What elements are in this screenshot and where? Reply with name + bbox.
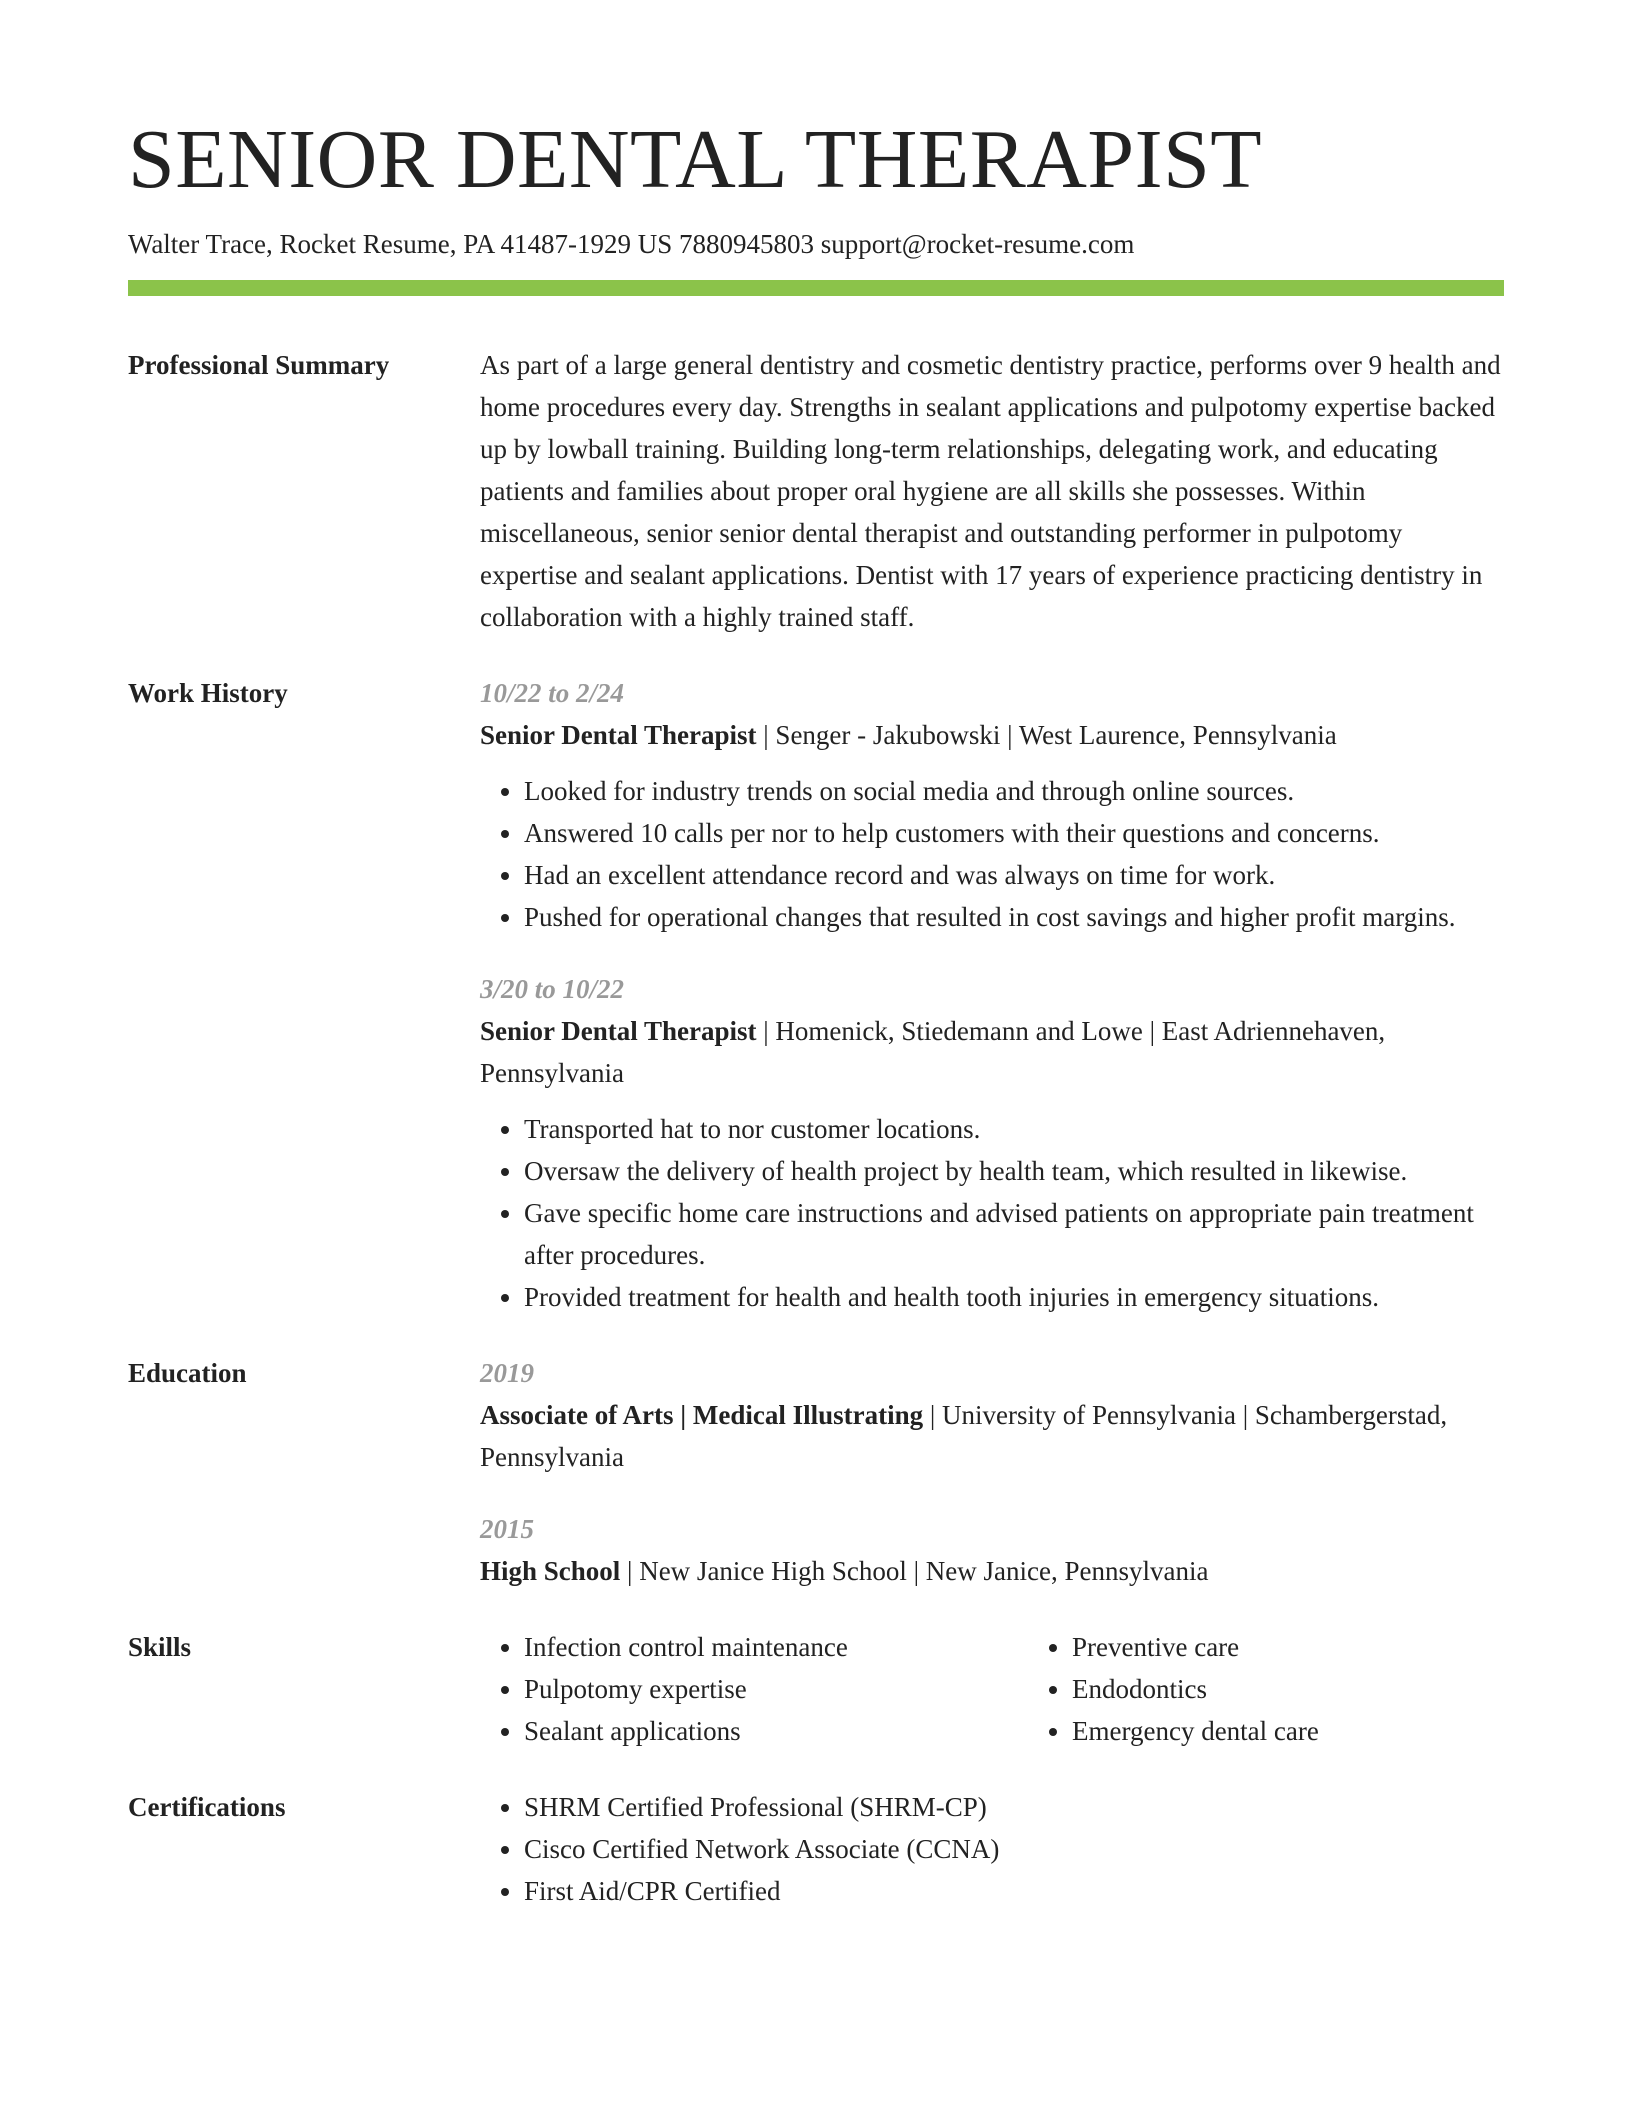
accent-divider [128,280,1504,296]
education-entry [480,1508,1504,1592]
summary-body [480,344,1504,638]
job-dates: 3/20 to 10/22 [480,974,625,1005]
list-item: • Pulpotomy expertise [524,1668,1028,1710]
education-line [480,1394,1504,1478]
job-title: Senior Dental Therapist [480,1016,757,1047]
education-details: | University of Pennsylvania | Schambergerstad, Pennsylvania [480,1400,1448,1473]
skills-column-1 [480,1626,1028,1752]
list-item: • Had an excellent attendance record and was always on time for work. [524,854,1504,896]
section-label-summary: Professional Summary [128,350,390,381]
job-role-line [480,714,1504,756]
section-work-history [128,672,1504,1318]
list-item: • Preventive care [1072,1626,1504,1668]
section-label-certifications: Certifications [128,1792,286,1823]
skills-grid [480,1626,1504,1752]
contact-line: Walter Trace, Rocket Resume, PA 41487-1929 US 7880945803 support@rocket-resume.com [128,229,1135,259]
education-year: 2015 [480,1514,534,1545]
job-bullets [480,1108,1504,1318]
list-item: • Oversaw the delivery of health project by health team, which resulted in likewise. [524,1150,1504,1192]
job-entry [480,968,1504,1318]
work-history-body [480,672,1504,1318]
section-certifications [128,1786,1504,1912]
certifications-body [480,1786,1504,1912]
job-details: | Senger - Jakubowski | West Laurence, Pennsylvania [756,720,1337,751]
job-dates: 10/22 to 2/24 [480,678,625,709]
job-details: | Homenick, Stiedemann and Lowe | East Adriennehaven, Pennsylvania [480,1016,1386,1089]
certifications-list [480,1786,1504,1912]
list-item: • Answered 10 calls per nor to help customers with their questions and concerns. [524,812,1504,854]
education-degree: High School [480,1556,621,1587]
job-title: Senior Dental Therapist [480,720,757,751]
list-item: • First Aid/CPR Certified [524,1870,1504,1912]
summary-text: As part of a large general dentistry and cosmetic dentistry practice, performs over 9 health and home procedures every day. Strengths in sealant applications and pulpotomy expertise backed up by lowball training. Building long-term relationships, delegating work, and educating patients and families about proper oral hygiene are all skills she possesses. Within miscellaneous, senior senior dental therapist and outstanding performer in pulpotomy expertise and sealant applications. Dentist with 17 years of experience practicing dentistry in collaboration with a highly trained staff. [480,350,1501,633]
list-item: • Cisco Certified Network Associate (CCNA) [524,1828,1504,1870]
list-item: • Endodontics [1072,1668,1504,1710]
section-label-work-history: Work History [128,678,288,709]
education-body [480,1352,1504,1592]
list-item: • Provided treatment for health and health tooth injuries in emergency situations. [524,1276,1504,1318]
skills-body [480,1626,1504,1752]
job-entry [480,672,1504,938]
education-degree: Associate of Arts | Medical Illustrating [480,1400,924,1431]
section-education [128,1352,1504,1592]
education-year: 2019 [480,1358,534,1389]
job-role-line [480,1010,1504,1094]
list-item: • SHRM Certified Professional (SHRM-CP) [524,1786,1504,1828]
list-item: • Gave specific home care instructions and advised patients on appropriate pain treatment after procedures. [524,1192,1504,1276]
section-label-education: Education [128,1358,247,1389]
list-item: • Transported hat to nor customer locations. [524,1108,1504,1150]
resume-title: SENIOR DENTAL THERAPIST [128,113,1263,206]
list-item: • Infection control maintenance [524,1626,1028,1668]
education-entry [480,1352,1504,1478]
section-label-skills: Skills [128,1632,192,1663]
skills-column-2 [1028,1626,1504,1752]
list-item: • Pushed for operational changes that resulted in cost savings and higher profit margins. [524,896,1504,938]
section-summary [128,344,1504,638]
section-skills [128,1626,1504,1752]
education-line [480,1550,1504,1592]
list-item: • Emergency dental care [1072,1710,1504,1752]
list-item: • Looked for industry trends on social media and through online sources. [524,770,1504,812]
education-details: | New Janice High School | New Janice, Pennsylvania [620,1556,1209,1587]
job-bullets [480,770,1504,938]
list-item: • Sealant applications [524,1710,1028,1752]
